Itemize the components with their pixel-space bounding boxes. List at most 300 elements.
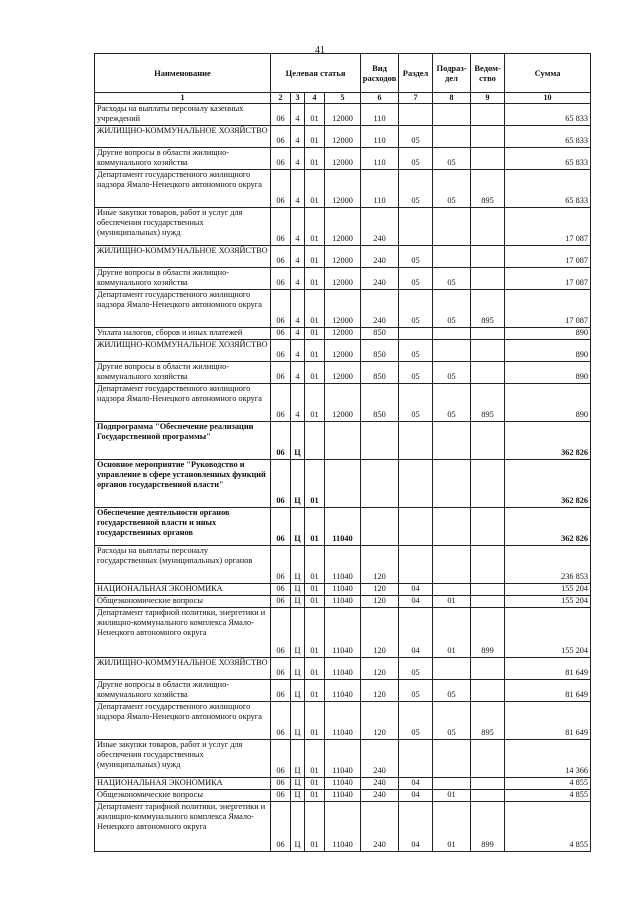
sum-cell: 4 855: [505, 778, 591, 790]
row-name: Иные закупки товаров, работ и услуг для обеспечения государственных (муниципальных) нужд: [95, 208, 271, 246]
table-row: [95, 790, 591, 802]
col-number: 9: [471, 93, 505, 104]
header-name: Наименование: [95, 54, 271, 93]
sum-cell: 890: [505, 362, 591, 384]
target-code-program: 06: [271, 104, 291, 126]
expense-kind-cell: 240: [361, 208, 399, 246]
target-code-subprogram: Ц: [291, 658, 305, 680]
target-code-activity: 01: [305, 702, 325, 740]
table-row: [95, 680, 591, 702]
subsection-cell: 01: [433, 596, 471, 608]
col-number: 7: [399, 93, 433, 104]
department-cell: 899: [471, 802, 505, 852]
subsection-cell: [433, 340, 471, 362]
row-name: Иные закупки товаров, работ и услуг для обеспечения государственных (муниципальных) нужд: [95, 740, 271, 778]
target-code-program: 06: [271, 268, 291, 290]
target-code-activity: 01: [305, 328, 325, 340]
table-row: [95, 104, 591, 126]
target-code-program: 06: [271, 778, 291, 790]
expense-kind-cell: 120: [361, 584, 399, 596]
table-row: [95, 546, 591, 584]
table-row: [95, 384, 591, 422]
section-cell: [399, 508, 433, 546]
target-code-direction: 11040: [325, 790, 361, 802]
row-name: НАЦИОНАЛЬНАЯ ЭКОНОМИКА: [95, 584, 271, 596]
target-code-program: 06: [271, 790, 291, 802]
table-row: [95, 170, 591, 208]
subsection-cell: [433, 658, 471, 680]
row-name: Общеэкономические вопросы: [95, 596, 271, 608]
target-code-direction: 11040: [325, 740, 361, 778]
row-name: Общеэкономические вопросы: [95, 790, 271, 802]
target-code-program: 06: [271, 422, 291, 460]
section-cell: 05: [399, 362, 433, 384]
expense-kind-cell: 120: [361, 658, 399, 680]
table-row: [95, 208, 591, 246]
section-cell: 04: [399, 802, 433, 852]
target-code-subprogram: Ц: [291, 702, 305, 740]
header-section: Раздел: [399, 54, 433, 93]
table-row: [95, 268, 591, 290]
target-code-activity: [305, 422, 325, 460]
row-name: Другие вопросы в области жилищно-коммунального хозяйства: [95, 148, 271, 170]
section-cell: [399, 208, 433, 246]
sum-cell: 65 833: [505, 170, 591, 208]
target-code-subprogram: Ц: [291, 584, 305, 596]
subsection-cell: 05: [433, 702, 471, 740]
target-code-direction: 11040: [325, 778, 361, 790]
row-name: Обеспечение деятельности органов государственной власти и иных государственных органов: [95, 508, 271, 546]
department-cell: 895: [471, 170, 505, 208]
sum-cell: 155 204: [505, 608, 591, 658]
sum-cell: 236 853: [505, 546, 591, 584]
sum-cell: 17 087: [505, 246, 591, 268]
department-cell: [471, 268, 505, 290]
sum-cell: 362 826: [505, 460, 591, 508]
sum-cell: 4 855: [505, 790, 591, 802]
sum-cell: 155 204: [505, 596, 591, 608]
section-cell: 05: [399, 680, 433, 702]
table-row: [95, 460, 591, 508]
department-cell: [471, 104, 505, 126]
target-code-activity: 01: [305, 658, 325, 680]
table-row: [95, 596, 591, 608]
target-code-subprogram: 4: [291, 340, 305, 362]
col-number: 6: [361, 93, 399, 104]
target-code-activity: 01: [305, 460, 325, 508]
target-code-program: 06: [271, 584, 291, 596]
subsection-cell: [433, 104, 471, 126]
expense-kind-cell: 240: [361, 790, 399, 802]
sum-cell: 155 204: [505, 584, 591, 596]
section-cell: [399, 546, 433, 584]
subsection-cell: 05: [433, 384, 471, 422]
section-cell: 04: [399, 790, 433, 802]
target-code-activity: 01: [305, 126, 325, 148]
department-cell: [471, 328, 505, 340]
department-cell: [471, 422, 505, 460]
header-target-article: Целевая статья: [271, 54, 361, 93]
section-cell: 04: [399, 608, 433, 658]
department-cell: [471, 584, 505, 596]
row-name: Уплата налогов, сборов и иных платежей: [95, 328, 271, 340]
sum-cell: 17 087: [505, 268, 591, 290]
table-row: [95, 658, 591, 680]
row-name: НАЦИОНАЛЬНАЯ ЭКОНОМИКА: [95, 778, 271, 790]
subsection-cell: 01: [433, 608, 471, 658]
target-code-activity: 01: [305, 802, 325, 852]
target-code-activity: 01: [305, 508, 325, 546]
row-name: Другие вопросы в области жилищно-коммунального хозяйства: [95, 680, 271, 702]
target-code-subprogram: 4: [291, 268, 305, 290]
target-code-program: 06: [271, 148, 291, 170]
sum-cell: 4 855: [505, 802, 591, 852]
target-code-program: 06: [271, 246, 291, 268]
target-code-subprogram: 4: [291, 148, 305, 170]
department-cell: [471, 546, 505, 584]
section-cell: [399, 422, 433, 460]
department-cell: [471, 246, 505, 268]
header-expense-kind: Вид расходов: [361, 54, 399, 93]
target-code-program: 06: [271, 362, 291, 384]
target-code-direction: 12000: [325, 340, 361, 362]
target-code-activity: 01: [305, 148, 325, 170]
target-code-direction: 12000: [325, 362, 361, 384]
subsection-cell: [433, 246, 471, 268]
table-row: [95, 702, 591, 740]
row-name: ЖИЛИЩНО-КОММУНАЛЬНОЕ ХОЗЯЙСТВО: [95, 340, 271, 362]
department-cell: [471, 740, 505, 778]
target-code-subprogram: Ц: [291, 608, 305, 658]
sum-cell: 362 826: [505, 508, 591, 546]
department-cell: [471, 778, 505, 790]
target-code-direction: 12000: [325, 208, 361, 246]
expense-kind-cell: 240: [361, 290, 399, 328]
target-code-activity: 01: [305, 290, 325, 328]
sum-cell: 362 826: [505, 422, 591, 460]
section-cell: 04: [399, 596, 433, 608]
row-name: Департамент государственного жилищного надзора Ямало-Ненецкого автономного округа: [95, 702, 271, 740]
table-row: [95, 126, 591, 148]
target-code-subprogram: 4: [291, 208, 305, 246]
section-cell: 05: [399, 340, 433, 362]
col-number: 2: [271, 93, 291, 104]
section-cell: 05: [399, 148, 433, 170]
department-cell: 899: [471, 608, 505, 658]
table-row: [95, 608, 591, 658]
table-row: [95, 290, 591, 328]
table-row: [95, 148, 591, 170]
subsection-cell: 05: [433, 362, 471, 384]
sum-cell: 65 833: [505, 148, 591, 170]
target-code-program: 06: [271, 170, 291, 208]
target-code-activity: 01: [305, 246, 325, 268]
target-code-subprogram: Ц: [291, 596, 305, 608]
expense-kind-cell: 240: [361, 740, 399, 778]
row-name: Другие вопросы в области жилищно-коммунального хозяйства: [95, 268, 271, 290]
expense-kind-cell: 240: [361, 268, 399, 290]
sum-cell: 81 649: [505, 702, 591, 740]
expense-kind-cell: 120: [361, 596, 399, 608]
department-cell: [471, 460, 505, 508]
target-code-direction: 11040: [325, 702, 361, 740]
department-cell: [471, 658, 505, 680]
subsection-cell: 01: [433, 802, 471, 852]
target-code-subprogram: Ц: [291, 422, 305, 460]
table-row: [95, 340, 591, 362]
expense-kind-cell: 110: [361, 170, 399, 208]
target-code-program: 06: [271, 740, 291, 778]
target-code-activity: 01: [305, 584, 325, 596]
header-subsection: Подраз-дел: [433, 54, 471, 93]
subsection-cell: 05: [433, 680, 471, 702]
row-name: ЖИЛИЩНО-КОММУНАЛЬНОЕ ХОЗЯЙСТВО: [95, 126, 271, 148]
target-code-direction: 12000: [325, 170, 361, 208]
target-code-program: 06: [271, 680, 291, 702]
target-code-direction: 12000: [325, 126, 361, 148]
row-name: Основное мероприятие "Руководство и управление в сфере установленных функций органов государственной власти": [95, 460, 271, 508]
section-cell: [399, 460, 433, 508]
row-name: ЖИЛИЩНО-КОММУНАЛЬНОЕ ХОЗЯЙСТВО: [95, 658, 271, 680]
target-code-subprogram: Ц: [291, 802, 305, 852]
section-cell: 04: [399, 778, 433, 790]
row-name: Департамент тарифной политики, энергетики и жилищно-коммунального комплекса Ямало-Ненецкого автономного округа: [95, 608, 271, 658]
row-name: Департамент государственного жилищного надзора Ямало-Ненецкого автономного округа: [95, 290, 271, 328]
target-code-program: 06: [271, 802, 291, 852]
subsection-cell: 05: [433, 170, 471, 208]
target-code-direction: 12000: [325, 328, 361, 340]
department-cell: [471, 340, 505, 362]
target-code-subprogram: 4: [291, 126, 305, 148]
sum-cell: 65 833: [505, 104, 591, 126]
target-code-subprogram: Ц: [291, 680, 305, 702]
section-cell: 04: [399, 584, 433, 596]
table-row: [95, 802, 591, 852]
expense-kind-cell: 110: [361, 148, 399, 170]
expense-kind-cell: 850: [361, 362, 399, 384]
target-code-direction: 11040: [325, 658, 361, 680]
target-code-direction: 11040: [325, 508, 361, 546]
target-code-direction: 11040: [325, 546, 361, 584]
target-code-program: 06: [271, 702, 291, 740]
col-number: 4: [305, 93, 325, 104]
page-number: 41: [315, 45, 325, 56]
table-row: [95, 422, 591, 460]
target-code-program: 06: [271, 596, 291, 608]
target-code-activity: 01: [305, 170, 325, 208]
expense-kind-cell: 120: [361, 546, 399, 584]
target-code-activity: 01: [305, 608, 325, 658]
target-code-program: 06: [271, 328, 291, 340]
target-code-direction: 12000: [325, 268, 361, 290]
col-number: 1: [95, 93, 271, 104]
subsection-cell: 05: [433, 290, 471, 328]
expense-kind-cell: 240: [361, 246, 399, 268]
sum-cell: 14 366: [505, 740, 591, 778]
target-code-direction: 11040: [325, 596, 361, 608]
target-code-subprogram: 4: [291, 104, 305, 126]
target-code-program: 06: [271, 546, 291, 584]
target-code-program: 06: [271, 290, 291, 328]
col-number: 3: [291, 93, 305, 104]
target-code-direction: 12000: [325, 290, 361, 328]
target-code-subprogram: Ц: [291, 740, 305, 778]
target-code-program: 06: [271, 658, 291, 680]
department-cell: 895: [471, 384, 505, 422]
target-code-program: 06: [271, 508, 291, 546]
target-code-program: 06: [271, 608, 291, 658]
target-code-activity: 01: [305, 208, 325, 246]
subsection-cell: [433, 584, 471, 596]
department-cell: [471, 208, 505, 246]
sum-cell: 17 087: [505, 290, 591, 328]
target-code-subprogram: 4: [291, 384, 305, 422]
target-code-activity: 01: [305, 680, 325, 702]
subsection-cell: [433, 460, 471, 508]
table-row: [95, 508, 591, 546]
target-code-direction: [325, 422, 361, 460]
target-code-subprogram: Ц: [291, 460, 305, 508]
subsection-cell: [433, 508, 471, 546]
department-cell: [471, 508, 505, 546]
target-code-direction: 11040: [325, 680, 361, 702]
target-code-activity: 01: [305, 546, 325, 584]
expense-kind-cell: 850: [361, 340, 399, 362]
target-code-activity: 01: [305, 362, 325, 384]
column-numbers-row: [95, 93, 591, 104]
target-code-subprogram: 4: [291, 362, 305, 384]
target-code-program: 06: [271, 208, 291, 246]
sum-cell: 81 649: [505, 658, 591, 680]
section-cell: 05: [399, 268, 433, 290]
target-code-direction: 12000: [325, 384, 361, 422]
target-code-subprogram: Ц: [291, 508, 305, 546]
section-cell: 05: [399, 384, 433, 422]
target-code-program: 06: [271, 384, 291, 422]
subsection-cell: 05: [433, 268, 471, 290]
expense-kind-cell: 110: [361, 126, 399, 148]
department-cell: 895: [471, 702, 505, 740]
target-code-direction: 11040: [325, 802, 361, 852]
target-code-direction: 11040: [325, 584, 361, 596]
sum-cell: 81 649: [505, 680, 591, 702]
subsection-cell: [433, 778, 471, 790]
target-code-activity: 01: [305, 104, 325, 126]
target-code-activity: 01: [305, 790, 325, 802]
target-code-activity: 01: [305, 340, 325, 362]
sum-cell: 890: [505, 328, 591, 340]
col-number: 10: [505, 93, 591, 104]
row-name: Расходы на выплаты персоналу казенных учреждений: [95, 104, 271, 126]
target-code-subprogram: Ц: [291, 778, 305, 790]
department-cell: [471, 790, 505, 802]
department-cell: [471, 148, 505, 170]
department-cell: 895: [471, 290, 505, 328]
target-code-activity: 01: [305, 740, 325, 778]
subsection-cell: [433, 208, 471, 246]
expense-kind-cell: [361, 460, 399, 508]
target-code-subprogram: Ц: [291, 790, 305, 802]
subsection-cell: 01: [433, 790, 471, 802]
expense-kind-cell: [361, 422, 399, 460]
section-cell: 05: [399, 290, 433, 328]
table-row: [95, 362, 591, 384]
expense-kind-cell: 240: [361, 802, 399, 852]
department-cell: [471, 680, 505, 702]
target-code-program: 06: [271, 460, 291, 508]
row-name: Подпрограмма "Обеспечение реализации Государственной программы": [95, 422, 271, 460]
section-cell: [399, 740, 433, 778]
target-code-subprogram: Ц: [291, 546, 305, 584]
col-number: 5: [325, 93, 361, 104]
row-name: Другие вопросы в области жилищно-коммунального хозяйства: [95, 362, 271, 384]
target-code-subprogram: 4: [291, 328, 305, 340]
section-cell: 05: [399, 246, 433, 268]
expense-kind-cell: [361, 508, 399, 546]
section-cell: 05: [399, 702, 433, 740]
target-code-direction: 12000: [325, 246, 361, 268]
table-row: [95, 740, 591, 778]
department-cell: [471, 362, 505, 384]
section-cell: 05: [399, 170, 433, 208]
header-sum: Сумма: [505, 54, 591, 93]
expense-kind-cell: 110: [361, 104, 399, 126]
subsection-cell: [433, 126, 471, 148]
department-cell: [471, 596, 505, 608]
budget-table: [94, 53, 591, 852]
target-code-activity: 01: [305, 384, 325, 422]
expense-kind-cell: 850: [361, 328, 399, 340]
col-number: 8: [433, 93, 471, 104]
section-cell: [399, 328, 433, 340]
target-code-activity: 01: [305, 268, 325, 290]
section-cell: [399, 104, 433, 126]
subsection-cell: [433, 740, 471, 778]
subsection-cell: [433, 422, 471, 460]
department-cell: [471, 126, 505, 148]
section-cell: 05: [399, 658, 433, 680]
row-name: Департамент тарифной политики, энергетики и жилищно-коммунального комплекса Ямало-Ненецкого автономного округа: [95, 802, 271, 852]
subsection-cell: [433, 546, 471, 584]
table-row: [95, 328, 591, 340]
target-code-activity: 01: [305, 778, 325, 790]
table-row: [95, 584, 591, 596]
row-name: Департамент государственного жилищного надзора Ямало-Ненецкого автономного округа: [95, 384, 271, 422]
expense-kind-cell: 120: [361, 702, 399, 740]
subsection-cell: 05: [433, 148, 471, 170]
target-code-subprogram: 4: [291, 246, 305, 268]
target-code-direction: 12000: [325, 104, 361, 126]
sum-cell: 890: [505, 384, 591, 422]
target-code-program: 06: [271, 126, 291, 148]
sum-cell: 65 833: [505, 126, 591, 148]
expense-kind-cell: 850: [361, 384, 399, 422]
table-row: [95, 246, 591, 268]
section-cell: 05: [399, 126, 433, 148]
subsection-cell: [433, 328, 471, 340]
target-code-subprogram: 4: [291, 170, 305, 208]
row-name: ЖИЛИЩНО-КОММУНАЛЬНОЕ ХОЗЯЙСТВО: [95, 246, 271, 268]
target-code-direction: 11040: [325, 608, 361, 658]
expense-kind-cell: 120: [361, 680, 399, 702]
expense-kind-cell: 240: [361, 778, 399, 790]
target-code-direction: [325, 460, 361, 508]
row-name: Расходы на выплаты персоналу государственных (муниципальных) органов: [95, 546, 271, 584]
expense-kind-cell: 120: [361, 608, 399, 658]
target-code-program: 06: [271, 340, 291, 362]
target-code-direction: 12000: [325, 148, 361, 170]
table-row: [95, 778, 591, 790]
